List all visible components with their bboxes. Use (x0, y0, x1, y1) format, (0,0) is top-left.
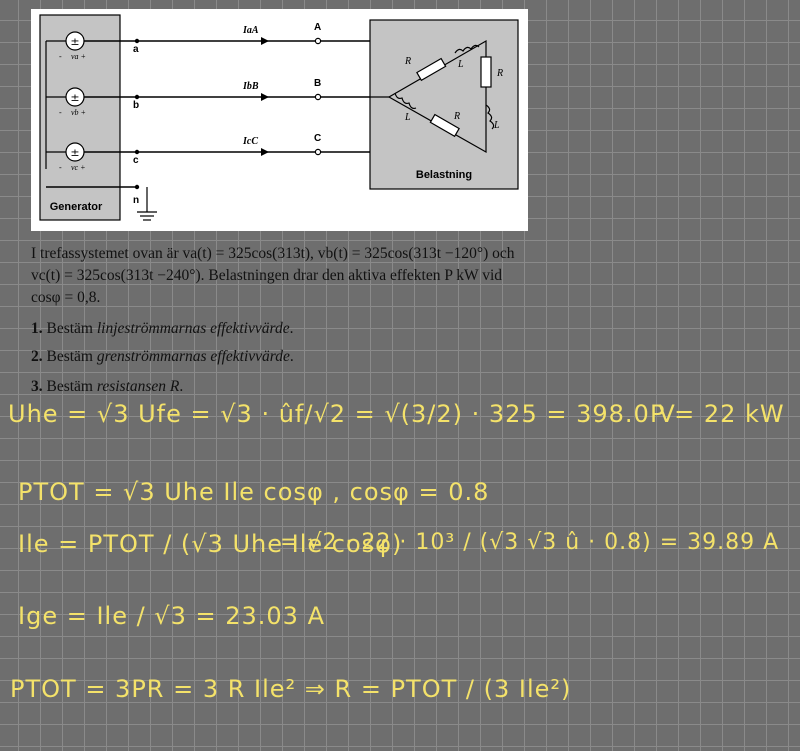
label-R-right: R (497, 68, 504, 79)
problem-intro (31, 243, 515, 309)
question-1: 1. Bestäm linjeströmmarnas effektivvärde. (31, 320, 294, 337)
question-text: Bestäm (46, 320, 93, 337)
source-a-label: va + (71, 52, 86, 61)
question-emphasis: resistansen R (96, 378, 180, 395)
source-minus: - (59, 108, 62, 117)
load-label: Belastning (415, 169, 473, 181)
question-emphasis: grenströmmarnas effektivvärde (96, 348, 290, 365)
source-b-label: vb + (71, 108, 86, 117)
handwritten-phase-current: Ige = Ile / √3 = 23.03 A (18, 602, 325, 630)
problem-intro-line-2: vc(t) = 325cos(313t −240°). Belastningen drar den aktiva effekten P kW vid (31, 267, 503, 284)
svg-text:±: ± (70, 35, 80, 48)
label-L-top: L (458, 59, 464, 70)
label-R-bottom: R (454, 111, 461, 122)
node-B: B (314, 78, 322, 89)
current-IbB: IbB (243, 81, 259, 92)
handwritten-power: P = 22 kW (650, 400, 785, 428)
node-n: n (133, 195, 140, 206)
source-minus: - (59, 163, 62, 172)
question-number: 2. (31, 348, 43, 365)
svg-text:±: ± (70, 146, 80, 159)
three-phase-circuit-diagram (31, 9, 528, 231)
load-box (370, 20, 518, 189)
question-text: Bestäm (46, 378, 93, 395)
problem-intro-line-3: cosφ = 0,8. (31, 289, 101, 306)
label-R-top: R (405, 56, 412, 67)
handwritten-line-current-formula: Ile = PTOT / (√3 Uhe Ile cosφ) (18, 530, 403, 558)
node-C: C (314, 133, 322, 144)
question-3: 3. Bestäm resistansen R. (31, 378, 184, 395)
label-L-right: L (494, 120, 500, 131)
handwritten-line-current-value: = √2 · 22 · 10³ / (√3 √3 û · 0.8) = 39.89 A (280, 530, 780, 555)
source-c-label: vc + (71, 163, 86, 172)
node-A: A (314, 22, 322, 33)
question-emphasis: linjeströmmarnas effektivvärde (96, 320, 290, 337)
question-number: 3. (31, 378, 43, 395)
question-text: Bestäm (46, 348, 93, 365)
problem-intro-line-1: I trefassystemet ovan är va(t) = 325cos(313t), vb(t) = 325cos(313t −120°) och (31, 245, 515, 262)
handwritten-total-power: PTOT = √3 Uhe Ile cosφ , cosφ = 0.8 (18, 478, 490, 506)
handwritten-line-voltage: Uhe = √3 Ufe = √3 · ûf/√2 = √(3/2) · 325 = 398.0 V (8, 400, 676, 428)
handwritten-resistance: PTOT = 3PR = 3 R Ile² ⇒ R = PTOT / (3 Ile²) (10, 675, 572, 703)
node-c: c (133, 155, 139, 166)
node-b: b (133, 100, 140, 111)
label-L-left: L (405, 112, 411, 123)
current-IaA: IaA (243, 25, 259, 36)
question-2: 2. Bestäm grenströmmarnas effektivvärde. (31, 348, 294, 365)
svg-text:±: ± (70, 91, 80, 104)
node-a: a (133, 44, 139, 55)
generator-label: Generator (49, 201, 103, 213)
source-minus: - (59, 52, 62, 61)
question-number: 1. (31, 320, 43, 337)
current-IcC: IcC (243, 136, 258, 147)
